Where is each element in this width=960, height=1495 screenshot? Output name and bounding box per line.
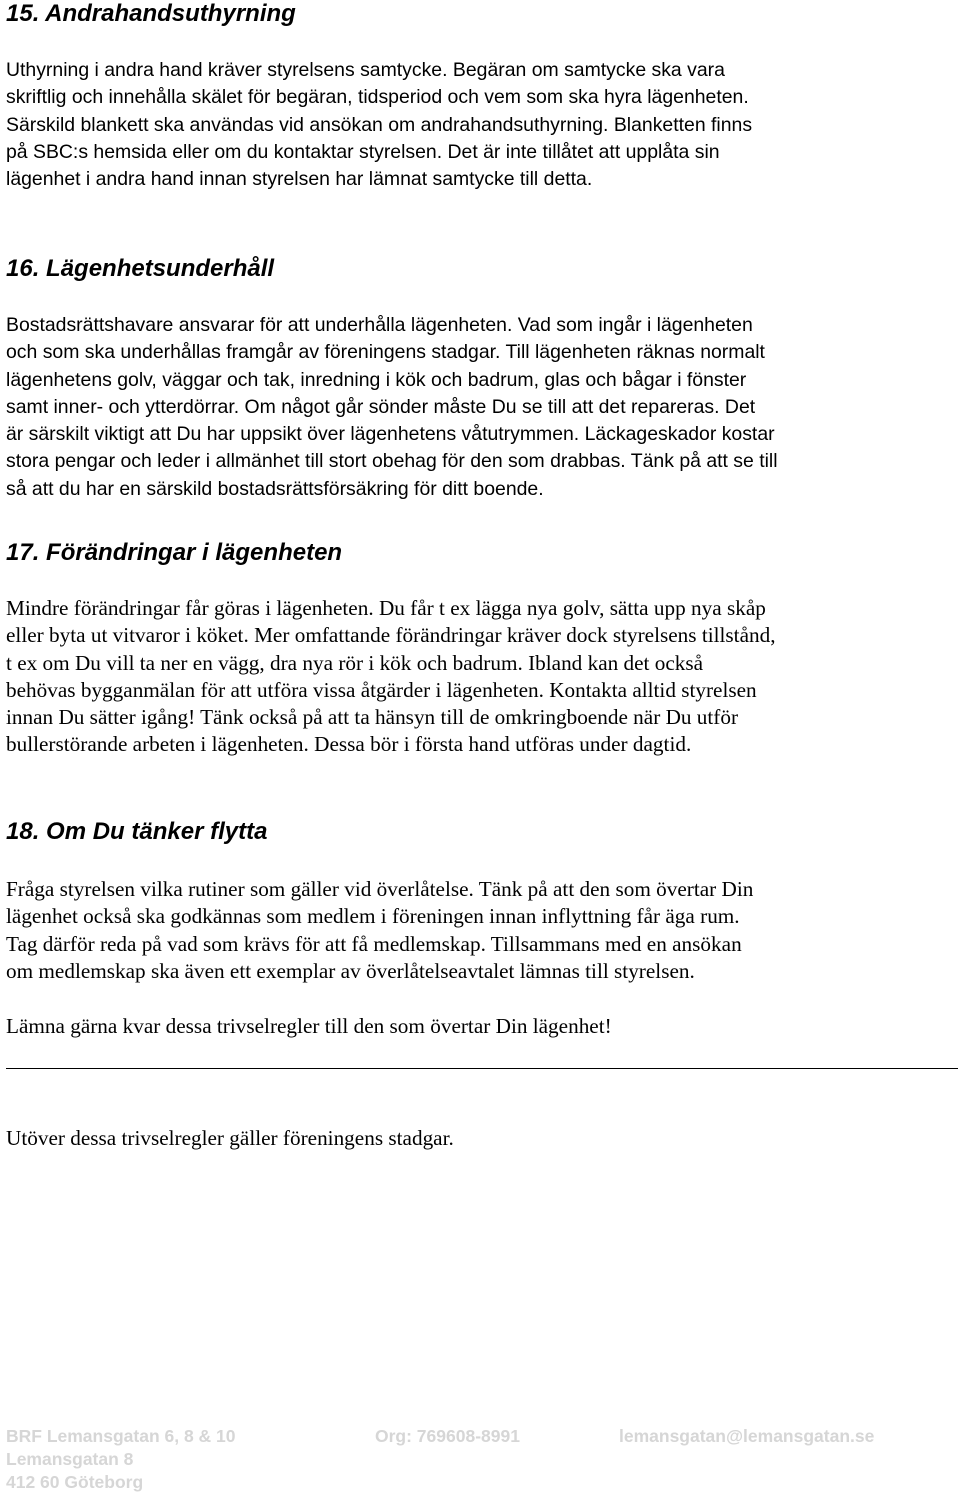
footer-email: lemansgatan@lemansgatan.se (619, 1426, 875, 1446)
section-16-line: Bostadsrättshavare ansvarar för att underhålla lägenheten. Vad som ingår i lägenheten (6, 314, 753, 336)
section-15-line: skriftlig och innehålla skälet för begäran, tidsperiod och vem som ska hyra lägenheten. (6, 86, 749, 109)
horizontal-divider (6, 1068, 958, 1069)
closing-line: Lämna gärna kvar dessa trivselregler till den som övertar Din lägenhet! (6, 1014, 612, 1038)
section-18-line: lägenhet också ska godkännas som medlem i föreningen innan inflyttning får äga rum. (6, 904, 740, 929)
section-15-line: lägenhet i andra hand innan styrelsen har lämnat samtycke till detta. (6, 168, 593, 191)
section-17-body (6, 595, 960, 759)
section-15-body (6, 57, 960, 193)
section-17-line: t ex om Du vill ta ner en vägg, dra nya rör i kök och badrum. Ibland kan det också (6, 650, 704, 675)
note-line: Utöver dessa trivselregler gäller föreningens stadgar. (6, 1126, 454, 1150)
section-18-body (6, 876, 960, 985)
section-17-line: eller byta ut vitvaror i köket. Mer omfattande förändringar kräver dock styrelsens tillstånd, (6, 623, 776, 648)
section-18-line: Tag därför reda på vad som krävs för att få medlemskap. Tillsammans med en ansökan (6, 931, 742, 956)
stadgar-note (6, 1125, 960, 1152)
section-15-heading: 15. Andrahandsuthyrning (6, 0, 296, 27)
footer-org-name: BRF Lemansgatan 6, 8 & 10 (6, 1426, 236, 1446)
section-16-line: så att du har en särskild bostadsrättsförsäkring för ditt boende. (6, 477, 544, 500)
section-18-line: Fråga styrelsen vilka rutiner som gäller vid överlåtelse. Tänk på att den som övertar Din (6, 877, 754, 901)
section-16-line: är särskilt viktigt att Du har uppsikt över lägenhetens våtutrymmen. Läckageskador kostar (6, 423, 775, 446)
footer-street: Lemansgatan 8 (6, 1449, 134, 1469)
section-17-line: bullerstörande arbeten i lägenheten. Dessa bör i första hand utföras under dagtid. (6, 732, 692, 757)
section-15-line: Särskild blankett ska användas vid ansökan om andrahandsuthyrning. Blanketten finns (6, 113, 753, 136)
section-16-heading: 16. Lägenhetsunderhåll (6, 255, 275, 282)
section-18-heading: 18. Om Du tänker flytta (6, 818, 268, 845)
section-17-line: Mindre förändringar får göras i lägenheten. Du får t ex lägga nya golv, sätta upp nya skåp (6, 596, 766, 620)
section-15-line: Uthyrning i andra hand kräver styrelsens samtycke. Begäran om samtycke ska vara (6, 59, 725, 81)
section-17-line: innan Du sätter igång! Tänk också på att ta hänsyn till de omkringboende när Du utför (6, 705, 739, 730)
section-15-line: på SBC:s hemsida eller om du kontaktar styrelsen. Det är inte tillåtet att upplåta sin (6, 140, 720, 163)
section-18-line: om medlemskap ska även ett exemplar av överlåtelseavtalet lämnas till styrelsen. (6, 958, 695, 983)
closing-sentence (6, 1013, 960, 1040)
section-17-heading: 17. Förändringar i lägenheten (6, 539, 343, 566)
section-16-line: och som ska underhållas framgår av föreningens stadgar. Till lägenheten räknas normalt (6, 341, 765, 364)
footer-city: 412 60 Göteborg (6, 1472, 144, 1492)
section-16-line: lägenhetens golv, väggar och tak, inredning i kök och badrum, glas och bågar i fönster (6, 368, 747, 391)
section-16-body (6, 312, 960, 503)
footer-org-number: Org: 769608-8991 (375, 1426, 520, 1446)
section-16-line: stora pengar och leder i allmänhet till stort obehag för den som drabbas. Tänk på att se till (6, 450, 778, 473)
section-17-line: behövas bygganmälan för att utföra vissa åtgärder i lägenheten. Kontakta alltid styrelsen (6, 677, 757, 702)
section-16-line: samt inner- och ytterdörrar. Om något går sönder måste Du se till att det repareras. Det (6, 395, 756, 418)
